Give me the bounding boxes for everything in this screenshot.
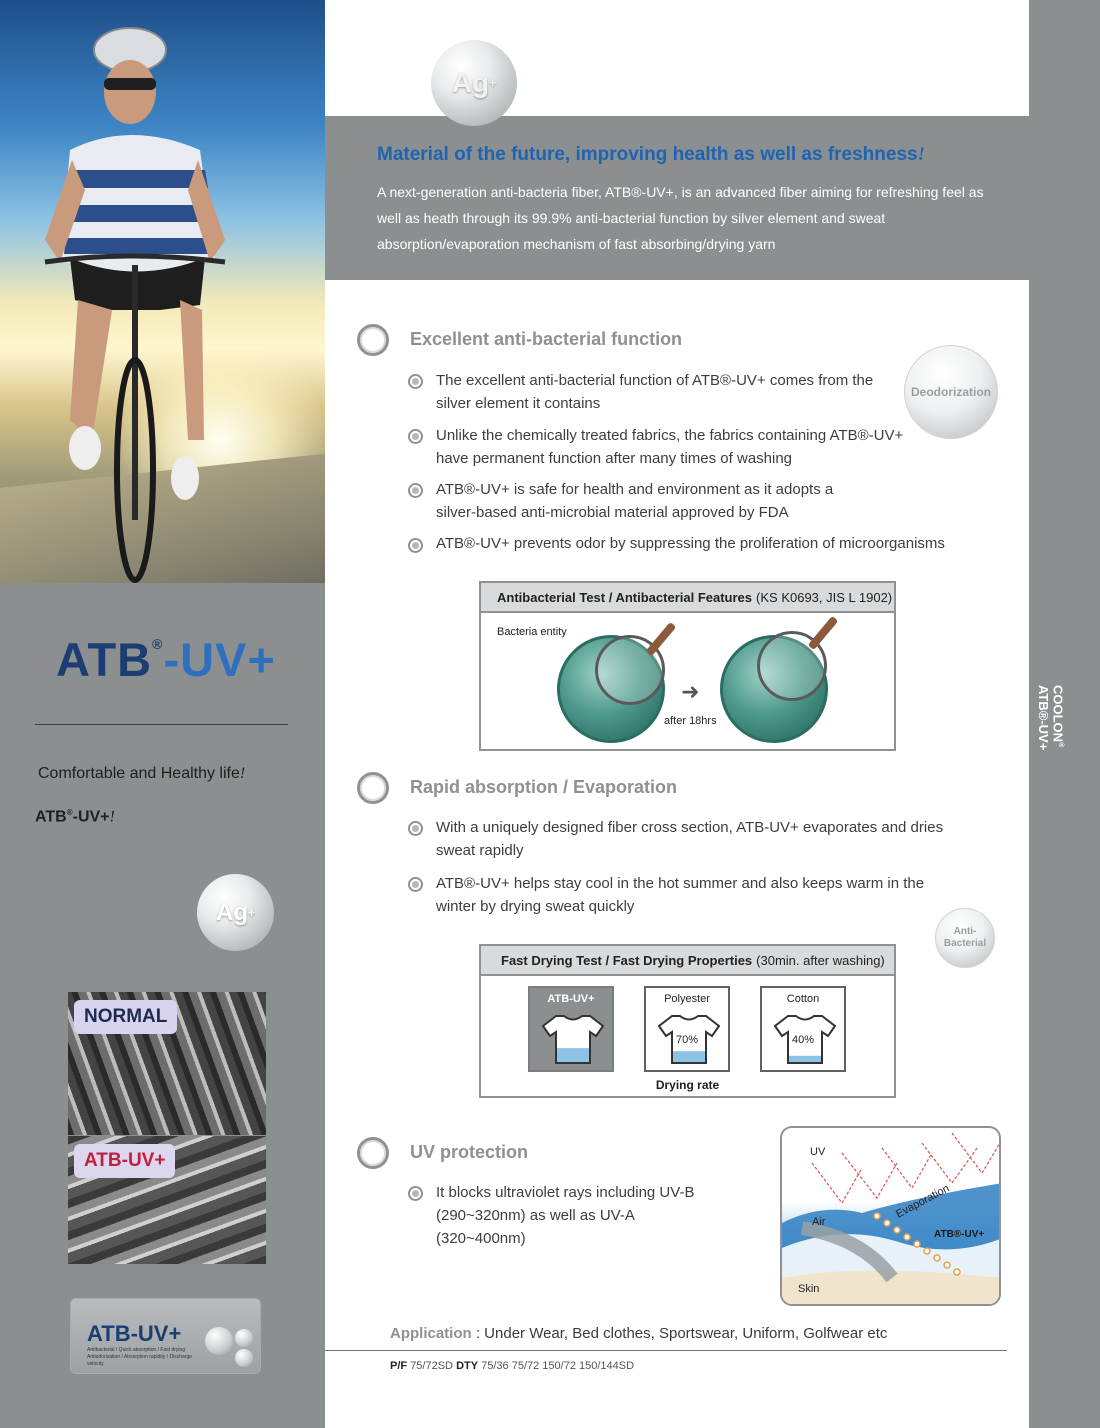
arrow-right-icon: ➜ [681,679,700,704]
magnifier-handle-before [646,622,677,656]
ag-charge: + [247,905,255,920]
bullet-icon [408,538,423,553]
atb-label: ATB-UV+ [74,1144,175,1178]
drying-test-header [481,946,894,976]
left-divider [35,724,288,725]
shirt-label: ATB-UV+ [547,993,595,1005]
application-text: : Under Wear, Bed clothes, Sportswear, Uniform, Golfwear etc [471,1325,888,1342]
badge-icon [205,1327,233,1355]
section-title-uv: UV protection [410,1142,529,1162]
vb-line1-text: COOLON [1050,685,1066,743]
vertical-brand-line1 [1051,685,1068,750]
bullet-icon [408,429,423,444]
list-item: With a uniquely designed fiber cross section, ATB-UV+ evaporates and dries sweat rapidly [436,819,944,859]
bullet-icon [408,877,423,892]
section-title-absorption: Rapid absorption / Evaporation [410,777,678,797]
uv-label: UV [810,1146,826,1158]
pf-label: P/F [390,1360,408,1372]
application-line [390,1325,887,1342]
logo-main: ATB [56,633,153,686]
section-icon [357,324,389,356]
micrograph-normal [68,992,266,1135]
normal-label: NORMAL [74,1000,177,1034]
antibacterial-test-header [481,583,894,613]
uv-diagram [780,1126,1001,1306]
vb-line1-reg: ® [1057,742,1064,748]
atb-uv-logo [56,632,276,687]
silver-ag-bubble-left [197,874,274,951]
after-label: after 18hrs [664,715,717,727]
bullet-icon [408,1186,423,1201]
bullet-icon [408,821,423,836]
shirt-percent: 70% [675,1034,699,1046]
cyclist-illustration [0,0,325,583]
anti-bacterial-bubble: Anti-Bacterial [935,908,995,968]
slogan-text: Comfortable and Healthy life [38,765,240,782]
pf-value: 75/72SD [410,1360,453,1372]
dty-value: 75/36 75/72 150/72 150/144SD [481,1360,635,1372]
bacteria-label: Bacteria entity [497,626,567,638]
air-label: Air [812,1216,826,1228]
badge-icon [235,1349,253,1367]
antibacterial-test-panel [479,581,896,751]
logo-suffix: -UV+ [163,633,276,686]
intro-paragraph: A next-generation anti-bacteria fiber, ATB®-UV+, is an advanced fiber aiming for refreshing feel as well as heath through its 99.9% anti-bacterial function by silver element and sweat absorption/evaporation mechanism of fast absorbing/drying yarn [377,184,984,252]
badge-subtext: Antibacterial / Quick absorption / Fast drying Antiodorization / Absorption rapidity / Discharge velocity [87,1347,193,1367]
headline [377,144,925,166]
badge-logo: ATB-UV+ [87,1321,182,1346]
headline-text: Material of the future, improving health as well as freshness [377,144,918,165]
slogan-brand-reg: ® [66,808,73,817]
list-item: ATB®-UV+ prevents odor by suppressing the proliferation of microorganisms [436,535,945,552]
shirt-card-cotton [760,986,846,1072]
vertical-brand-line2: ATB®-UV+ [1035,685,1051,751]
deodorization-bubble: Deodorization [904,345,998,439]
slogan [38,765,245,783]
cyclist-photo [0,0,325,583]
shirt-percent: 90% [559,1034,583,1046]
drying-test-condition: (30min. after washing) [756,952,885,968]
slogan-brand-mark: ! [109,808,115,826]
bullet-icon [408,374,423,389]
skin-label: Skin [798,1283,820,1295]
list-item: ATB®-UV+ helps stay cool in the hot summer and also keeps warm in the winter by drying sweat quickly [436,875,925,915]
dty-label: DTY [456,1360,479,1372]
shirt-card-atb [528,986,614,1072]
application-label: Application [390,1325,472,1342]
logo-reg-mark: ® [152,636,164,652]
slogan-mark: ! [239,765,246,782]
slogan-brand [35,808,115,826]
section-icon [357,1137,389,1169]
evaporation-label: Evaporation [894,1182,952,1221]
fabric-label: ATB®-UV+ [934,1229,985,1240]
vertical-brand [1036,685,1068,750]
slogan-brand-main: ATB [35,808,67,826]
spec-line [390,1360,634,1372]
ag-top-charge: + [489,76,497,90]
headline-mark: ! [917,144,925,165]
drying-test-panel [479,944,896,1098]
bullet-icon [408,483,423,498]
ag-top-label: Ag [451,67,490,98]
drying-test-title: Fast Drying Test / Fast Drying Properties [501,952,753,968]
list-item: The excellent anti-bacterial function of ATB®-UV+ comes from the silver element it contains [436,372,874,412]
badge-icon [235,1329,253,1347]
shirt-percent: 40% [791,1034,815,1046]
slogan-brand-suffix: -UV+ [72,808,110,826]
silver-ag-bubble-top [431,40,517,126]
magnifier-handle-after [808,616,839,650]
section-title-antibacterial: Excellent anti-bacterial function [410,329,683,349]
micrograph-atb [68,1136,266,1264]
shirt-label: Cotton [786,993,820,1005]
list-item: ATB®-UV+ is safe for health and environment as it adopts a silver-based anti-microbial material approved by FDA [436,481,834,521]
shirt-label: Polyester [664,993,710,1005]
ag-label: Ag [215,898,248,926]
section-icon [357,772,389,804]
test-title: Antibacterial Test / Antibacterial Features [497,589,753,605]
drying-rate-caption: Drying rate [655,1078,720,1092]
bottom-divider [325,1350,1007,1351]
test-standard: (KS K0693, JIS L 1902) [756,589,893,605]
shirt-card-polyester [644,986,730,1072]
atb-badge-card [70,1298,261,1374]
list-item: Unlike the chemically treated fabrics, the fabrics containing ATB®-UV+ have permanent function after many times of washing [436,427,904,467]
list-item: It blocks ultraviolet rays including UV-B (290~320nm) as well as UV-A (320~400nm) [436,1184,695,1247]
